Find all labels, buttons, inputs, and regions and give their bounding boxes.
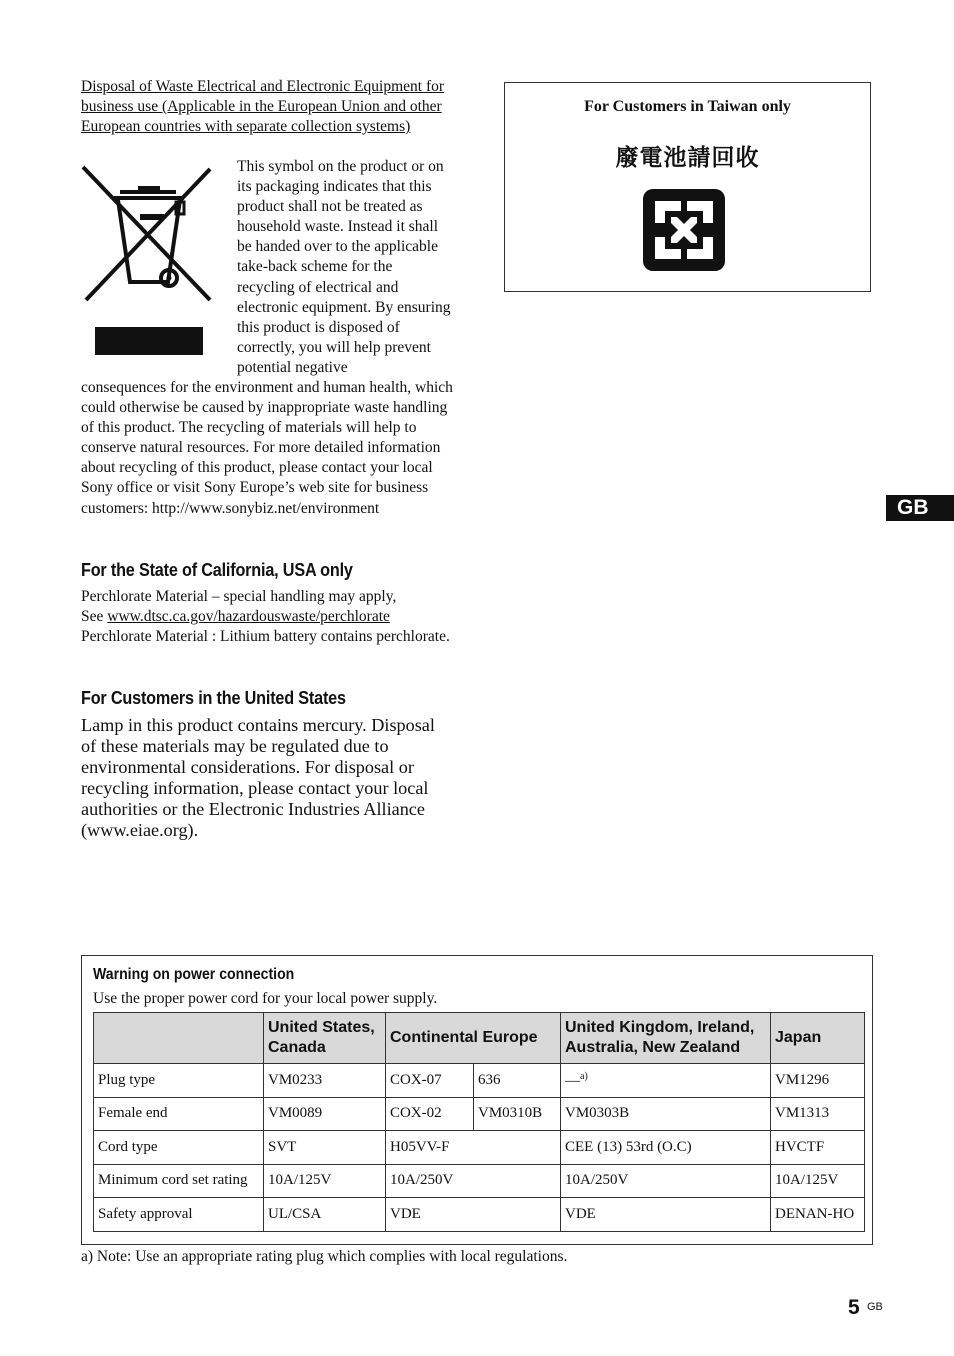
power-warning-subtitle: Use the proper power cord for your local power supply. bbox=[93, 990, 438, 1007]
table-cell: SVT bbox=[264, 1131, 386, 1165]
table-row bbox=[94, 1064, 865, 1098]
power-cord-table bbox=[93, 1012, 865, 1232]
weee-heading: Disposal of Waste Electrical and Electronic Equipment for business use (Applicable in the European Union and other European countries with separate collection systems) bbox=[81, 78, 445, 135]
table-cell: VDE bbox=[386, 1198, 561, 1232]
perchlorate-link[interactable]: www.dtsc.ca.gov/hazardouswaste/perchlorate bbox=[107, 608, 390, 626]
row-label: Minimum cord set rating bbox=[94, 1164, 264, 1198]
table-header-row bbox=[94, 1013, 865, 1064]
crossed-out-wheelie-bin-icon bbox=[80, 164, 216, 360]
table-row bbox=[94, 1097, 865, 1131]
footnote-ref: a) bbox=[580, 1070, 588, 1082]
page-number-suffix: GB bbox=[867, 1301, 883, 1313]
power-warning-title: Warning on power connection bbox=[93, 966, 295, 983]
table-cell: VM0089 bbox=[264, 1097, 386, 1131]
taiwan-chinese-text: 廢電池請回收 bbox=[615, 145, 760, 171]
table-cell: UL/CSA bbox=[264, 1198, 386, 1232]
table-cell: 10A/250V bbox=[386, 1164, 561, 1198]
row-label: Plug type bbox=[94, 1064, 264, 1098]
header-continental-europe: Continental Europe bbox=[386, 1013, 561, 1064]
see-prefix: See bbox=[81, 608, 108, 626]
table-cell: VM1296 bbox=[771, 1064, 865, 1098]
california-line3: Perchlorate Material : Lithium battery contains perchlorate. bbox=[81, 628, 450, 646]
table-row bbox=[94, 1198, 865, 1232]
table-cell bbox=[561, 1064, 771, 1098]
table-cell: 10A/250V bbox=[561, 1164, 771, 1198]
power-warning-box bbox=[81, 955, 873, 1245]
table-cell: VM1313 bbox=[771, 1097, 865, 1131]
weee-body-beside-icon: This symbol on the product or on its packaging indicates that this product shall not be treated as household waste. Instead it shall be handed over to the applicable take-back scheme for the recycling of electrical and electronic equipment. By ensuring this product is disposed of correctly, you will help prevent potential negative bbox=[237, 158, 451, 376]
table-footnote: a) Note: Use an appropriate rating plug which complies with local regulations. bbox=[81, 1248, 568, 1265]
table-cell: COX-02 bbox=[386, 1097, 474, 1131]
taiwan-box bbox=[504, 82, 871, 292]
table-cell: 10A/125V bbox=[771, 1164, 865, 1198]
row-label: Cord type bbox=[94, 1131, 264, 1165]
table-row bbox=[94, 1164, 865, 1198]
taiwan-recycle-icon bbox=[641, 187, 727, 273]
table-cell: VDE bbox=[561, 1198, 771, 1232]
table-cell: HVCTF bbox=[771, 1131, 865, 1165]
us-heading: For Customers in the United States bbox=[81, 688, 346, 708]
header-empty bbox=[94, 1013, 264, 1064]
header-us-canada: United States, Canada bbox=[264, 1013, 386, 1064]
table-cell: DENAN-HO bbox=[771, 1198, 865, 1232]
table-cell: VM0233 bbox=[264, 1064, 386, 1098]
header-japan: Japan bbox=[771, 1013, 865, 1064]
table-cell: H05VV-F bbox=[386, 1131, 561, 1165]
table-cell: CEE (13) 53rd (O.C) bbox=[561, 1131, 771, 1165]
california-line1: Perchlorate Material – special handling may apply, bbox=[81, 588, 397, 605]
page-number: 5 bbox=[848, 1296, 860, 1319]
table-cell: 10A/125V bbox=[264, 1164, 386, 1198]
table-cell: COX-07 bbox=[386, 1064, 474, 1098]
california-heading: For the State of California, USA only bbox=[81, 560, 353, 580]
table-cell: 636 bbox=[474, 1064, 561, 1098]
dash-value: — bbox=[565, 1072, 580, 1089]
table-cell: VM0303B bbox=[561, 1097, 771, 1131]
row-label: Female end bbox=[94, 1097, 264, 1131]
taiwan-title: For Customers in Taiwan only bbox=[584, 98, 791, 115]
table-cell: VM0310B bbox=[474, 1097, 561, 1131]
header-uk-ireland-aus-nz: United Kingdom, Ireland, Australia, New Zealand bbox=[561, 1013, 771, 1064]
weee-body-continued: consequences for the environment and human health, which could otherwise be caused by inappropriate waste handling of this product. The recycling of materials will help to conserve natural resources. For more detailed information about recycling of this product, please contact your local Sony office or visit Sony Europe’s web site for business customers: http://www.sonybiz.net/environment bbox=[81, 379, 453, 517]
california-body bbox=[81, 587, 453, 648]
row-label: Safety approval bbox=[94, 1198, 264, 1232]
california-line2 bbox=[81, 607, 453, 627]
table-row bbox=[94, 1131, 865, 1165]
language-tab-gb: GB bbox=[886, 495, 954, 521]
us-body: Lamp in this product contains mercury. Disposal of these materials may be regulated due to environmental considerations. For disposal or recycling information, please contact your local authorities or the Electronic Industries Alliance (www.eiae.org). bbox=[81, 715, 435, 840]
